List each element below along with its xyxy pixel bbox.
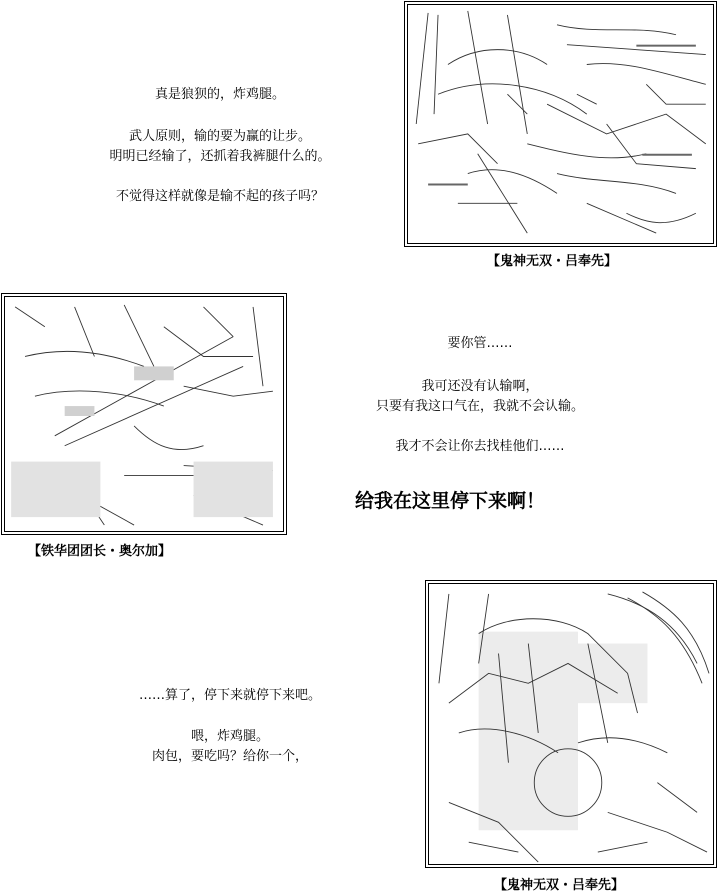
dialogue-line: 不觉得这样就像是输不起的孩子吗？ — [115, 189, 324, 204]
dialogue-line: 我才不会让你去找桂他们…… — [395, 439, 565, 454]
ascii-art-panel-orga — [4, 296, 284, 532]
dialogue-line: 我可还没有认输啊， — [421, 379, 539, 394]
dialogue-line: 只要有我这口气在，我就不会认输。 — [375, 399, 584, 414]
character-caption: 【鬼神无双・吕奉先】 — [494, 878, 625, 893]
ascii-art-drawing — [5, 297, 283, 531]
dialogue-line: 真是狼狈的，炸鸡腿。 — [154, 87, 285, 102]
dialogue-line: 武人原则，输的要为赢的让步。 — [128, 129, 311, 144]
ascii-art-drawing — [408, 5, 713, 243]
ascii-art-panel-lubu-2 — [428, 583, 714, 865]
character-caption: 【鬼神无双・吕奉先】 — [487, 254, 618, 269]
dialogue-line: 肉包，要吃吗？给你一个， — [151, 749, 308, 764]
dialogue-line: 喂，炸鸡腿。 — [190, 729, 269, 744]
dialogue-line: 明明已经输了，还抓着我裤腿什么的。 — [109, 149, 331, 164]
dialogue-line: 要你管…… — [447, 336, 513, 351]
ascii-art-drawing — [429, 584, 713, 864]
character-caption: 【铁华团团长・奥尔加】 — [28, 544, 172, 559]
dialogue-line: ……算了，停下来就停下来吧。 — [138, 688, 321, 703]
ascii-art-panel-lubu-1 — [407, 4, 714, 244]
shout-line: 给我在这里停下来啊！ — [355, 490, 546, 512]
